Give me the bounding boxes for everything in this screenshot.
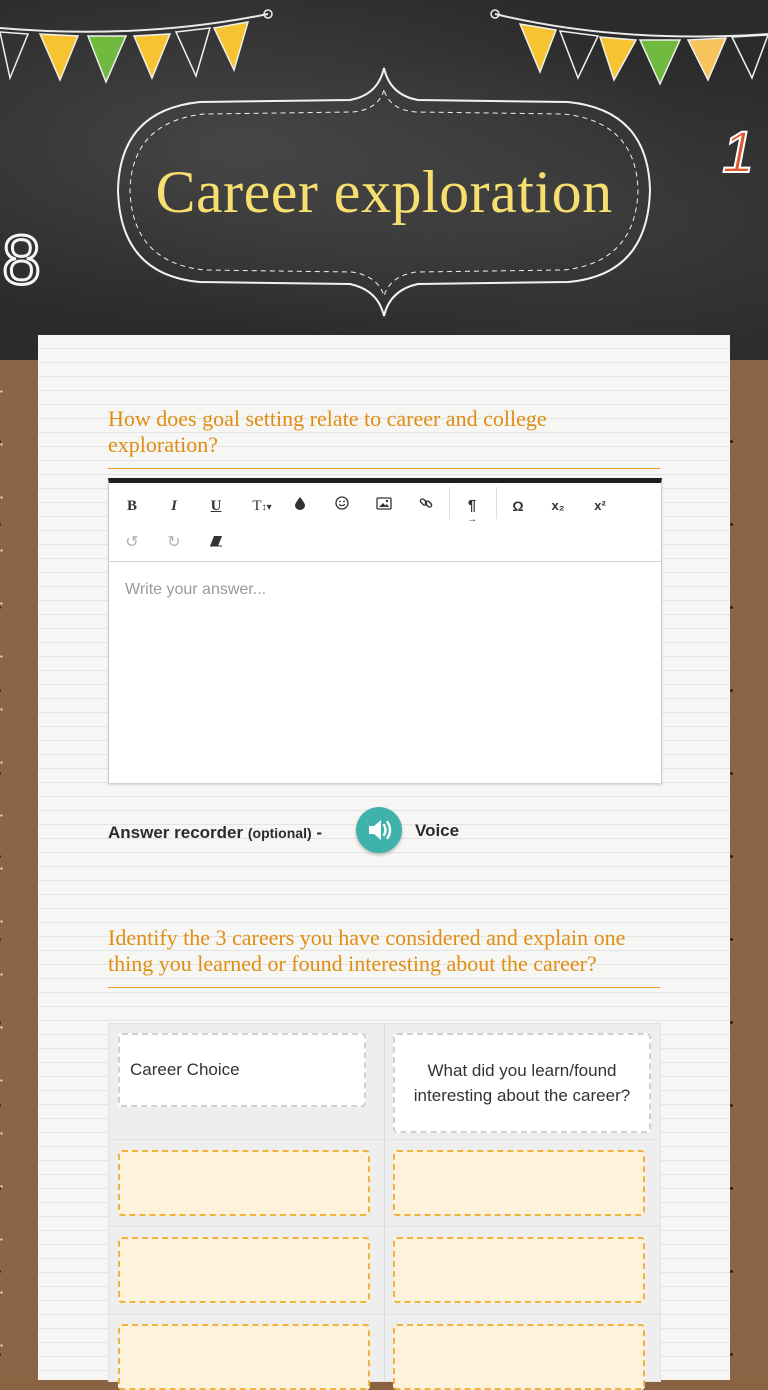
paragraph-button[interactable] bbox=[457, 493, 487, 525]
chalk-number-8: 8 bbox=[2, 221, 41, 299]
speaker-icon bbox=[356, 807, 402, 853]
worksheet-paper bbox=[38, 335, 730, 1380]
subscript-button[interactable]: x₂ bbox=[551, 498, 565, 513]
table-cell-learned-3[interactable] bbox=[393, 1324, 645, 1390]
text-size-dropdown[interactable] bbox=[243, 493, 281, 519]
chalkboard-header bbox=[0, 0, 768, 360]
table-row-divider bbox=[109, 1314, 660, 1315]
table-divider bbox=[384, 1024, 385, 1381]
page-title: Career exploration bbox=[155, 159, 613, 225]
recorder-optional: (optional) bbox=[247, 825, 312, 841]
special-char-button[interactable]: Ω bbox=[512, 498, 524, 514]
table-cell-career-2[interactable] bbox=[118, 1237, 370, 1303]
clear-format-icon[interactable] bbox=[201, 530, 231, 556]
question-2-text: Identify the 3 careers you have considered and explain one thing you learned or found interesting about the career? bbox=[108, 925, 660, 988]
table-header-career-choice: Career Choice bbox=[118, 1033, 366, 1107]
answer-input[interactable]: Write your answer... bbox=[125, 581, 267, 598]
table-row-divider bbox=[109, 1139, 660, 1140]
answer-recorder bbox=[108, 807, 668, 857]
table-cell-career-1[interactable] bbox=[118, 1150, 370, 1216]
toolbar-separator bbox=[449, 487, 450, 519]
question-1-text: How does goal setting relate to career and college exploration? bbox=[108, 406, 660, 469]
recorder-label-text: Answer recorder bbox=[108, 823, 244, 842]
table-cell-learned-2[interactable] bbox=[393, 1237, 645, 1303]
table-cell-learned-1[interactable] bbox=[393, 1150, 645, 1216]
answer-editor bbox=[108, 478, 662, 784]
redo-icon[interactable]: ↻ bbox=[167, 534, 181, 551]
table-row-divider bbox=[109, 1226, 660, 1227]
link-icon[interactable] bbox=[411, 493, 441, 519]
bunting-right bbox=[520, 24, 768, 84]
record-voice-button[interactable] bbox=[356, 807, 402, 853]
recorder-dash: - bbox=[316, 823, 323, 842]
table-cell-career-3[interactable] bbox=[118, 1324, 370, 1390]
text-color-icon[interactable] bbox=[285, 493, 315, 519]
bold-button[interactable]: B bbox=[126, 498, 137, 514]
superscript-button[interactable]: x² bbox=[594, 498, 606, 513]
text-size-label: T bbox=[252, 498, 262, 514]
arrow-right-icon: → bbox=[467, 514, 477, 525]
underline-button[interactable]: U bbox=[210, 498, 222, 514]
table-header-learned: What did you learn/found interesting about the career? bbox=[393, 1033, 651, 1133]
toolbar-separator bbox=[496, 487, 497, 519]
chalk-number-1: 1 bbox=[722, 120, 755, 185]
italic-button[interactable]: I bbox=[171, 498, 177, 514]
paragraph-label: ¶ bbox=[467, 497, 477, 514]
text-size-icon: ↕▾ bbox=[261, 502, 272, 513]
editor-toolbar bbox=[109, 483, 661, 562]
recorder-label bbox=[108, 823, 322, 843]
emoji-icon[interactable] bbox=[327, 493, 357, 519]
career-table bbox=[108, 1023, 661, 1382]
image-icon[interactable] bbox=[369, 493, 399, 519]
undo-icon[interactable]: ↺ bbox=[125, 534, 139, 551]
voice-label: Voice bbox=[415, 821, 460, 840]
